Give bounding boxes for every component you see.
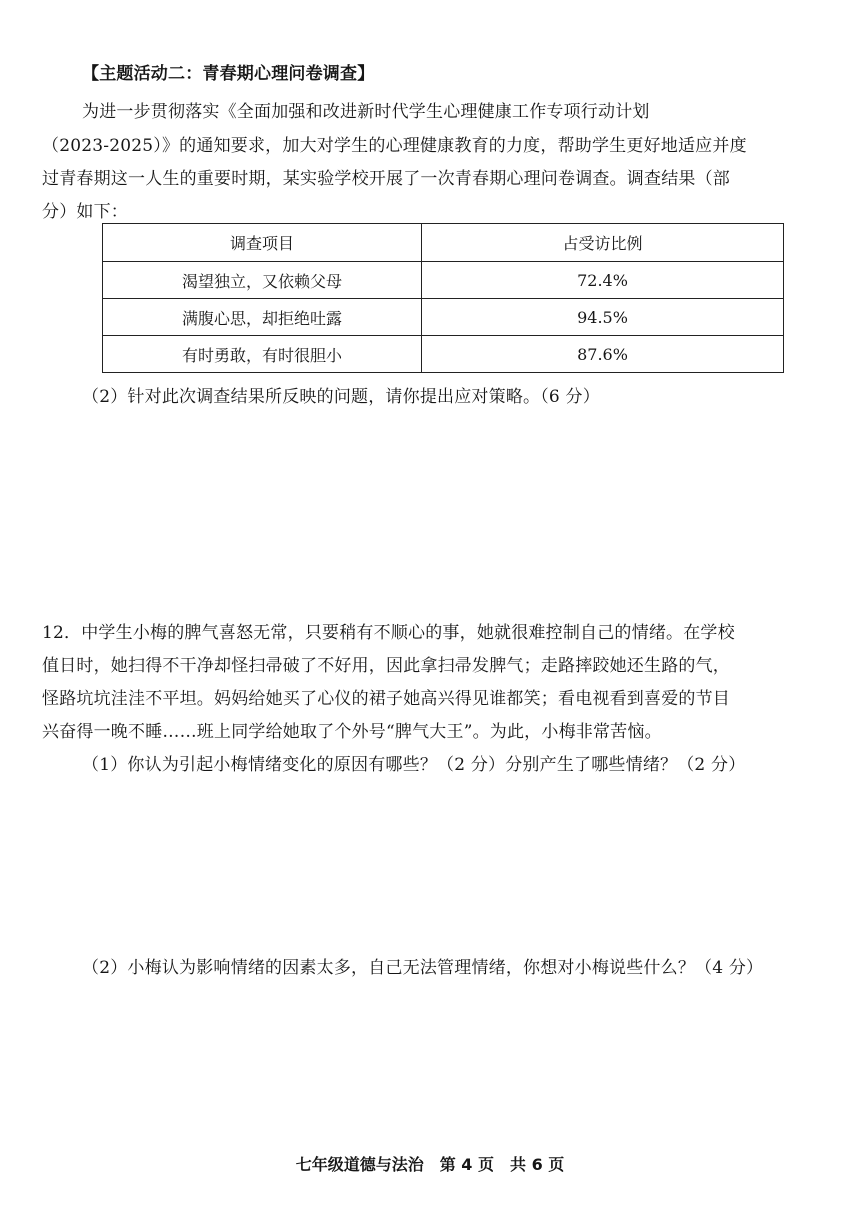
- page-footer: 七年级道德与法治 第 4 页 共 6 页: [295, 1155, 565, 1174]
- paragraph-line: 分）如下：: [42, 202, 128, 222]
- table-cell-item: 渴望独立，又依赖父母: [103, 262, 422, 299]
- question-2-prompt: （2）针对此次调查结果所反映的问题，请你提出应对策略。（6 分）: [82, 387, 600, 407]
- table-cell-ratio: 72.4%: [422, 262, 784, 299]
- paragraph-line: 为进一步贯彻落实《全面加强和改进新时代学生心理健康工作专项行动计划: [82, 102, 650, 122]
- table-cell-ratio: 94.5%: [422, 299, 784, 336]
- question-12-sub1: （1）你认为引起小梅情绪变化的原因有哪些？（2 分）分别产生了哪些情绪？（2 分）: [82, 755, 746, 775]
- question-12-line: 怪路坑坑洼洼不平坦。妈妈给她买了心仪的裙子她高兴得见谁都笑；看电视看到喜爱的节目: [42, 689, 730, 709]
- paragraph-line: 过青春期这一人生的重要时期，某实验学校开展了一次青春期心理问卷调查。调查结果（部: [42, 169, 730, 189]
- paragraph-line: （2023-2025）》的通知要求，加大对学生的心理健康教育的力度，帮助学生更好地适应并度: [42, 136, 747, 156]
- table-header-item: 调查项目: [103, 224, 422, 262]
- table-row: [103, 262, 784, 299]
- table-header-ratio: 占受访比例: [422, 224, 784, 262]
- section2-heading: 【主题活动二：青春期心理问卷调查】: [82, 64, 375, 84]
- question-12-line: 12．中学生小梅的脾气喜怒无常，只要稍有不顺心的事，她就很难控制自己的情绪。在学校: [42, 623, 735, 643]
- table-cell-item: 有时勇敢，有时很胆小: [103, 336, 422, 373]
- table-header-row: [103, 224, 784, 262]
- table-row: [103, 336, 784, 373]
- question-12-sub2: （2）小梅认为影响情绪的因素太多，自己无法管理情绪，你想对小梅说些什么？（4 分）: [82, 958, 764, 978]
- question-12-line: 兴奋得一晚不睡……班上同学给她取了个外号“脾气大王”。为此，小梅非常苦恼。: [42, 722, 662, 742]
- table-cell-ratio: 87.6%: [422, 336, 784, 373]
- question-12-line: 值日时，她扫得不干净却怪扫帚破了不好用，因此拿扫帚发脾气；走路摔跤她还生路的气，: [42, 656, 730, 676]
- table-cell-item: 满腹心思，却拒绝吐露: [103, 299, 422, 336]
- survey-table: [102, 223, 784, 373]
- table-row: [103, 299, 784, 336]
